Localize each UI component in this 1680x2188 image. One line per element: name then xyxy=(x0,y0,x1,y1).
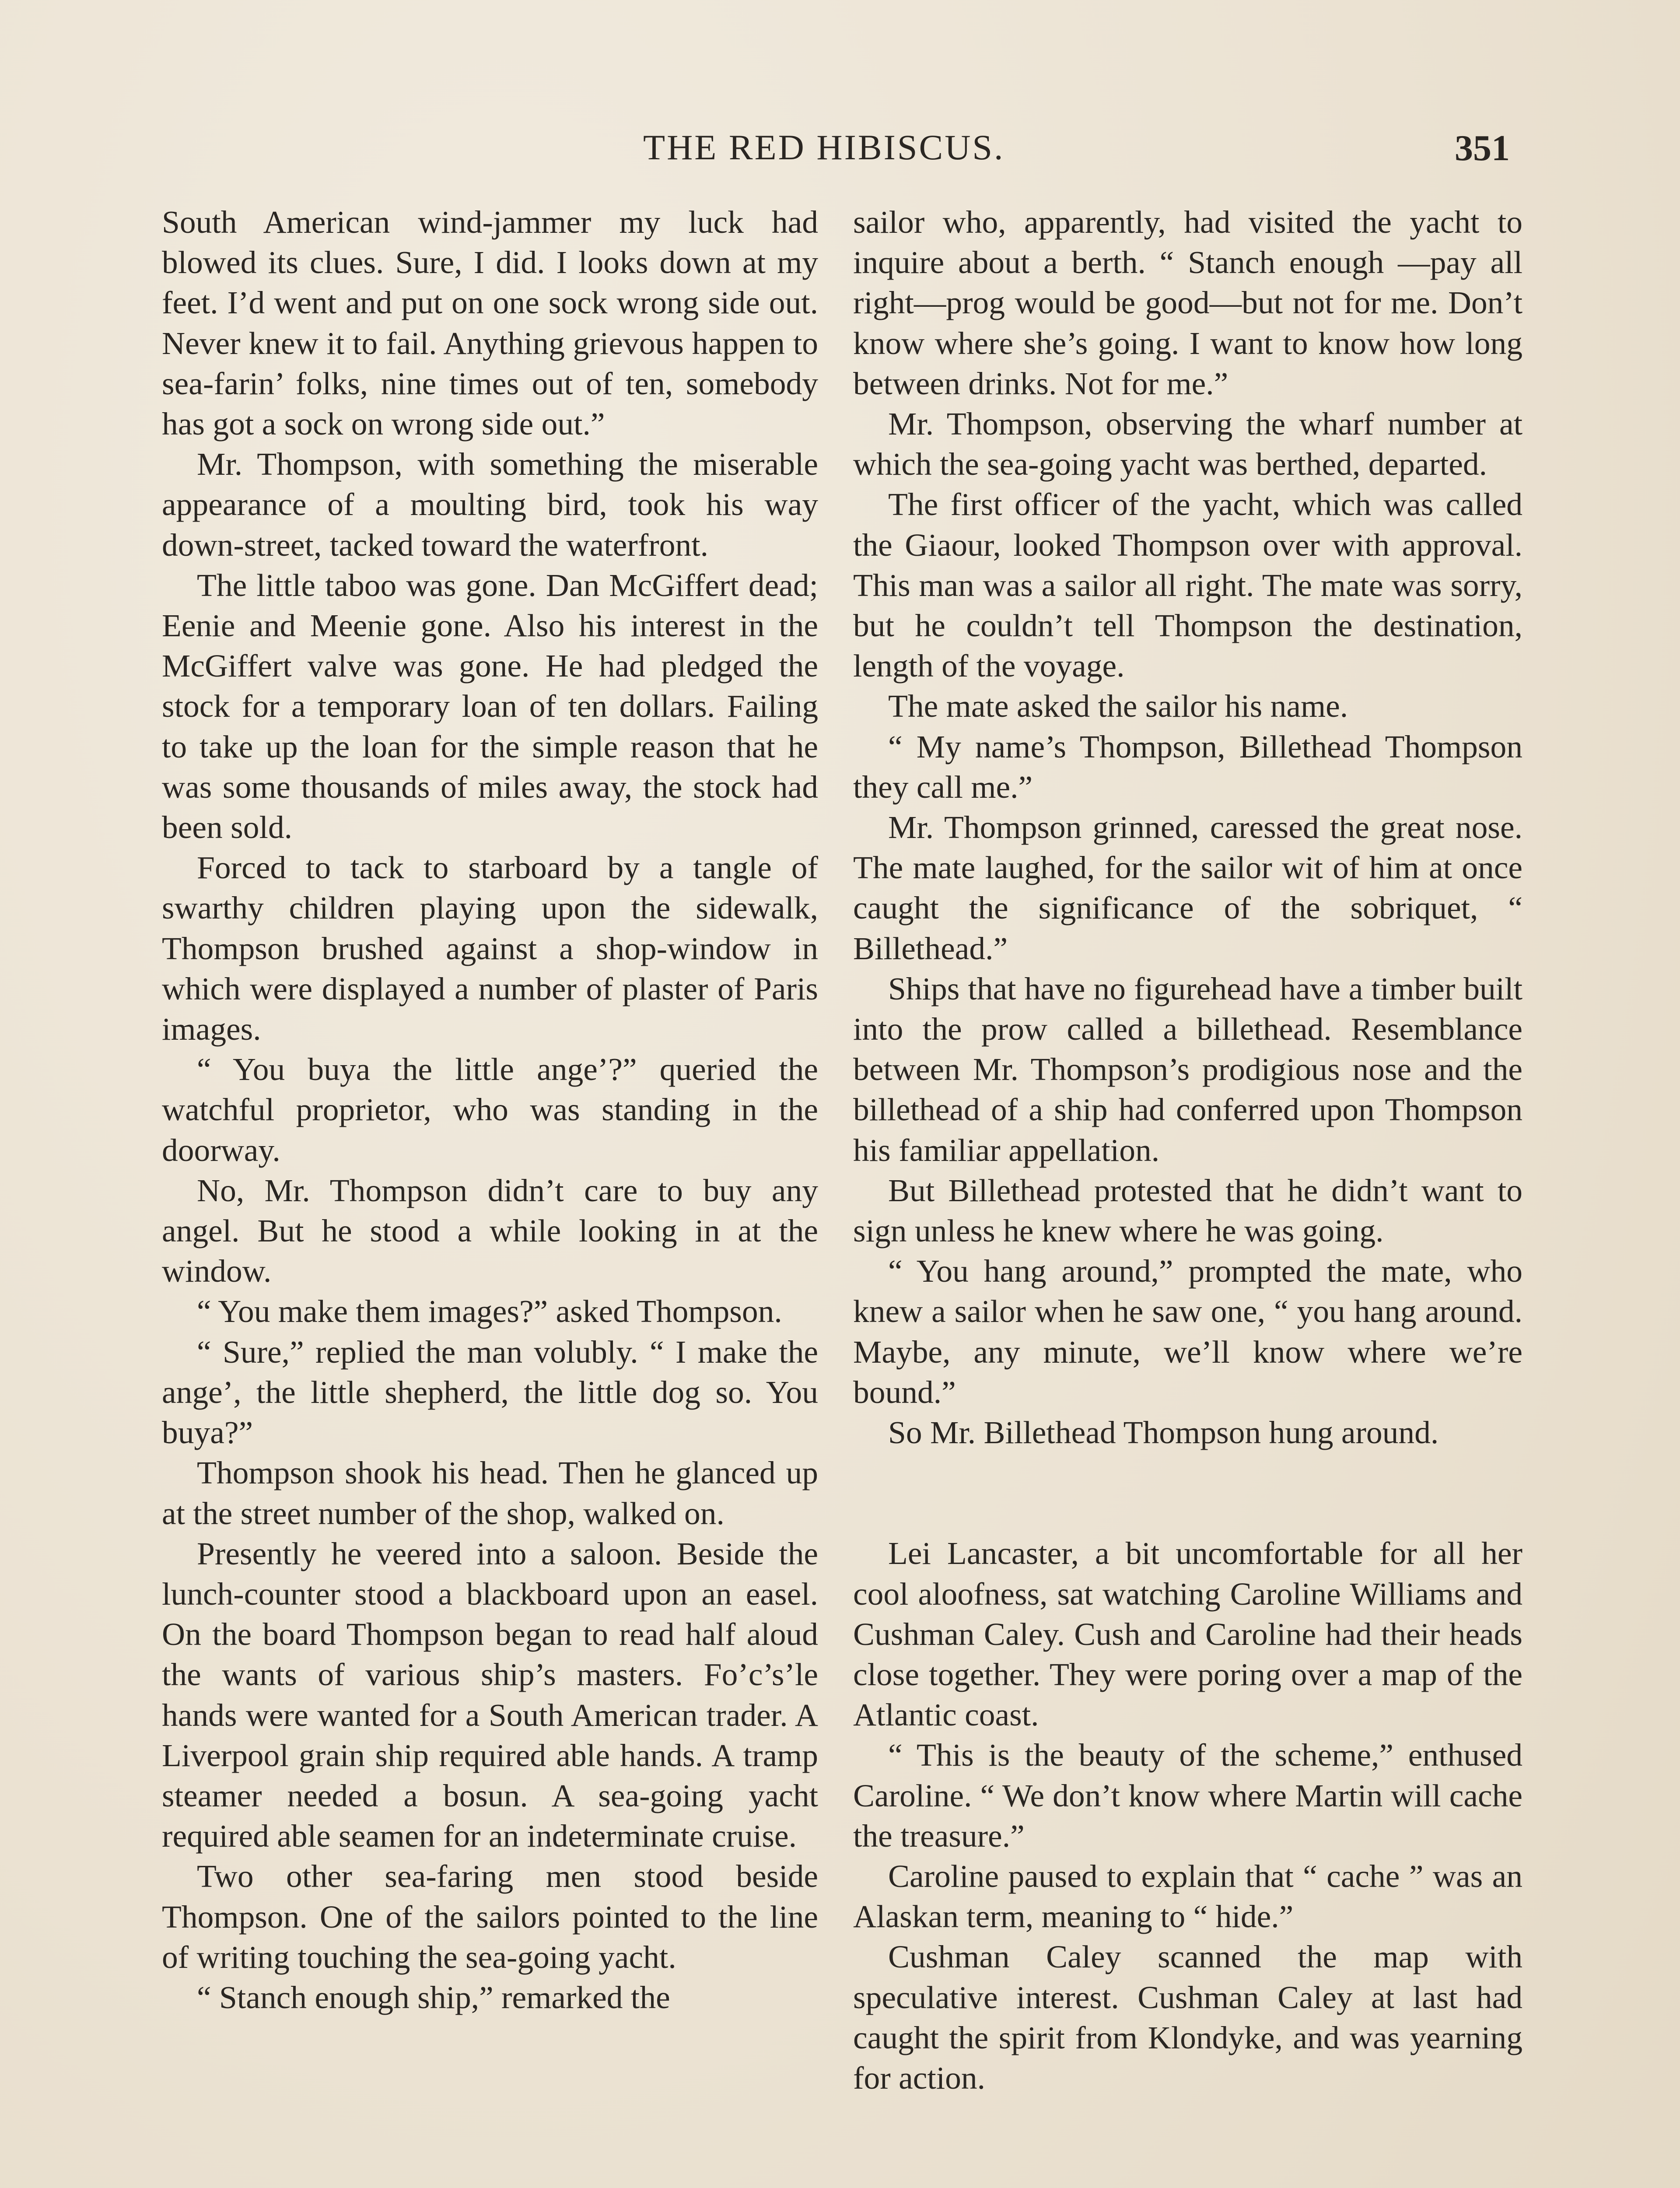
running-title: THE RED HIBISCUS. xyxy=(643,127,1005,167)
paragraph: The mate asked the sailor his name. xyxy=(888,688,1348,724)
paragraph: But Billethead protested that he didn’t want to sign unless he knew where he was going. xyxy=(853,1172,1522,1249)
paragraph: The little taboo was gone. Dan McGiffert dead; Eenie and Meenie gone. Also his interest in the McGiffert valve was gone. He had pledged the stock for a temporary loan of ten dollars. Failing to take up the loan for the simple reason that he was some thousands of miles away, the stock had been sold. xyxy=(162,567,818,845)
paragraph: Presently he veered into a saloon. Beside the lunch-counter stood a blackboard upon an easel. On the board Thompson began to read half aloud the wants of various ship’s masters. Fo’c’s’le hands were wanted for a South American trader. A Liverpool grain ship required able hands. A tramp steamer needed a bosun. A sea-going yacht required able seamen for an indeterminate cruise. xyxy=(162,1536,818,1854)
paragraph: “ Stanch enough ship,” remarked the xyxy=(197,1979,670,2015)
paragraph: No, Mr. Thompson didn’t care to buy any angel. But he stood a while looking in at the window. xyxy=(162,1172,818,1289)
paragraph: Two other sea-faring men stood beside Thompson. One of the sailors pointed to the line of writing touching the sea-going yacht. xyxy=(162,1858,818,1975)
paragraph: Mr. Thompson, with something the miserable appearance of a moulting bird, took his way down-street, tacked toward the waterfront. xyxy=(162,446,818,563)
paragraph: “ You hang around,” prompted the mate, who knew a sailor when he saw one, “ you hang around. Maybe, any minute, we’ll know where we’re bound.” xyxy=(853,1253,1522,1410)
paragraph: So Mr. Billethead Thompson hung around. xyxy=(888,1415,1439,1451)
paragraph: “ You make them images?” asked Thompson. xyxy=(197,1294,782,1329)
paragraph: Mr. Thompson, observing the wharf number at which the sea-going yacht was berthed, departed. xyxy=(853,406,1522,482)
paragraph: Forced to tack to starboard by a tangle of swarthy children playing upon the sidewalk, Thompson brushed against a shop-window in which were displayed a number of plaster of Paris images. xyxy=(162,850,818,1047)
paragraph: “ You buya the little ange’?” queried the watchful proprietor, who was standing in the doorway. xyxy=(162,1052,818,1168)
section-break xyxy=(853,1453,1522,1533)
paragraph: Cushman Caley scanned the map with speculative interest. Cushman Caley at last had caught the spirit from Klondyke, and was yearning for action. xyxy=(853,1939,1522,2096)
paragraph: Ships that have no figurehead have a timber built into the prow called a billethead. Resemblance between Mr. Thompson’s prodigious nose and the billethead of a ship had conferred upon Thompson his familiar appellation. xyxy=(853,971,1522,1168)
paragraph: “ Sure,” replied the man volubly. “ I make the ange’, the little shepherd, the little dog so. You buya?” xyxy=(162,1334,818,1451)
paragraph: South American wind-jammer my luck had blowed its clues. Sure, I did. I looks down at my feet. I’d went and put on one sock wrong side out. Never knew it to fail. Anything grievous happen to sea-farin’ folks, nine times out of ten, somebody has got a sock on wrong side out.” xyxy=(162,204,818,442)
page-header xyxy=(0,127,1680,175)
right-column xyxy=(853,202,1522,2098)
paragraph: “ My name’s Thompson, Billethead Thompson they call me.” xyxy=(853,729,1522,805)
left-column xyxy=(162,202,818,2018)
paragraph: Lei Lancaster, a bit uncomfortable for all her cool aloofness, sat watching Caroline Williams and Cushman Caley. Cush and Caroline had their heads close together. They were poring over a map of the Atlantic coast. xyxy=(853,1536,1522,1733)
paragraph: “ This is the beauty of the scheme,” enthused Caroline. “ We don’t know where Martin will cache the treasure.” xyxy=(853,1737,1522,1854)
paragraph: The first officer of the yacht, which was called the Giaour, looked Thompson over with approval. This man was a sailor all right. The mate was sorry, but he couldn’t tell Thompson the destination, length of the voyage. xyxy=(853,487,1522,684)
paragraph: sailor who, apparently, had visited the yacht to inquire about a berth. “ Stanch enough —pay all right—prog would be good—but not for me. Don’t know where she’s going. I want to know how long between drinks. Not for me.” xyxy=(853,204,1522,401)
paragraph: Caroline paused to explain that “ cache ” was an Alaskan term, meaning to “ hide.” xyxy=(853,1858,1522,1935)
paragraph: Mr. Thompson grinned, caressed the great nose. The mate laughed, for the sailor wit of him at once caught the significance of the sobriquet, “ Billethead.” xyxy=(853,810,1522,966)
paragraph: Thompson shook his head. Then he glanced up at the street number of the shop, walked on. xyxy=(162,1455,818,1531)
page-number: 351 xyxy=(1455,128,1510,168)
